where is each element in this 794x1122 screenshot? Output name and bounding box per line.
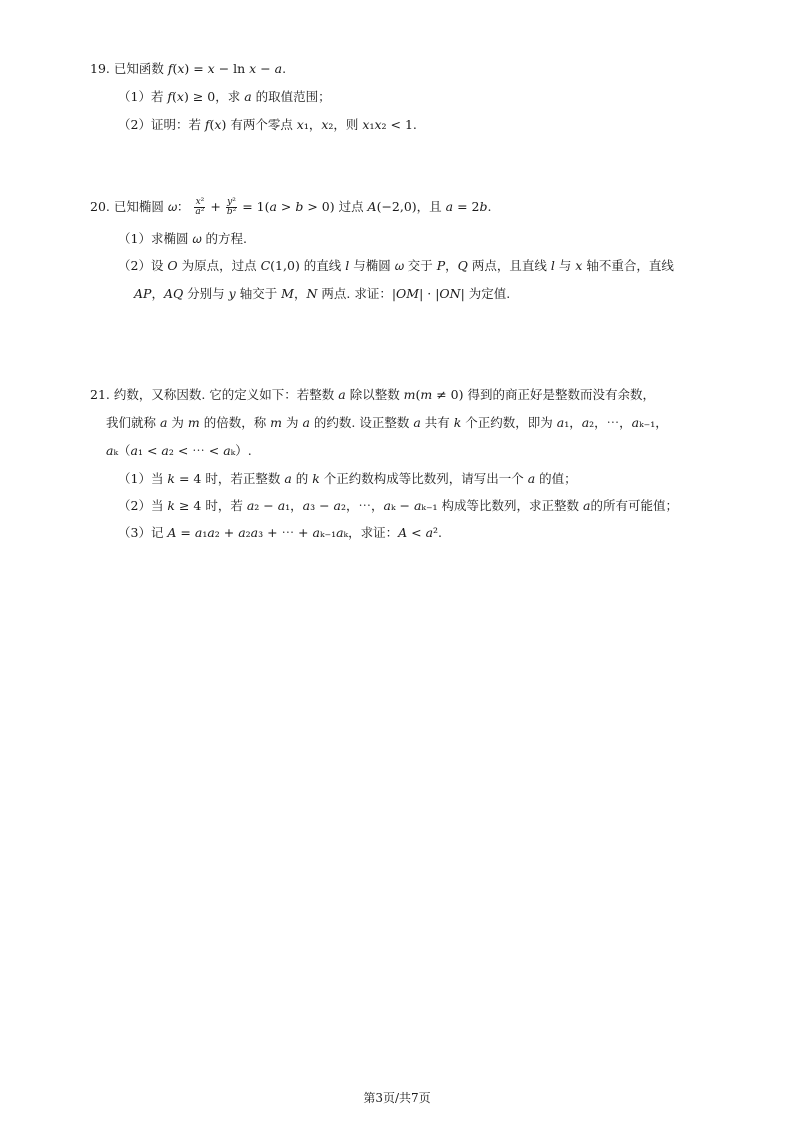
problem-20-part-2-line-1: （2）设 𝑂 为原点，过点 𝐶(1,0) 的直线 𝑙 与椭圆 𝜔 交于 𝑃，𝑄 两点，且直线 𝑙 与 𝑥 轴不重合，直线 — [118, 258, 674, 273]
problem-21-part-3: （3）记 𝐴 = 𝑎₁𝑎₂ + 𝑎₂𝑎₃ + ⋯ + 𝑎ₖ₋₁𝑎ₖ，求证：𝐴 < 𝑎². — [118, 525, 443, 540]
problem-20-stem-suffix: = 1(𝑎 > 𝑏 > 0) 过点 𝐴(−2,0)，且 𝑎 = 2𝑏. — [242, 199, 492, 214]
problem-20-stem-prefix: 20. 已知椭圆 𝜔： — [90, 199, 190, 214]
plus-sign: + — [210, 199, 225, 214]
problem-19-part-2: （2）证明：若 𝑓(𝑥) 有两个零点 𝑥₁，𝑥₂，则 𝑥₁𝑥₂ < 1. — [118, 117, 417, 132]
problem-21-part-1: （1）当 𝑘 = 4 时，若正整数 𝑎 的 𝑘 个正约数构成等比数列，请写出一个 𝑎 的值； — [118, 471, 577, 486]
problem-21-stem-line-2: 我们就称 𝑎 为 𝑚 的倍数，称 𝑚 为 𝑎 的约数. 设正整数 𝑎 共有 𝑘 个正约数，即为 𝑎₁，𝑎₂，⋯，𝑎ₖ₋₁， — [106, 415, 668, 430]
problem-21-stem-line-1: 21. 约数，又称因数. 它的定义如下：若整数 𝑎 除以整数 𝑚(𝑚 ≠ 0) 得到的商正好是整数而没有余数， — [90, 387, 655, 402]
problem-19-stem: 19. 已知函数 𝑓(𝑥) = 𝑥 − ln 𝑥 − 𝑎. — [90, 61, 287, 76]
problem-19-part-1: （1）若 𝑓(𝑥) ≥ 0，求 𝑎 的取值范围； — [118, 89, 331, 104]
problem-21-part-2: （2）当 𝑘 ≥ 4 时，若 𝑎₂ − 𝑎₁，𝑎₃ − 𝑎₂，⋯，𝑎ₖ − 𝑎ₖ₋₁ 构成等比数列，求正整数 𝑎的所有可能值； — [118, 498, 678, 513]
fraction-x2-over-a2 — [194, 198, 205, 217]
problem-20-stem — [90, 198, 491, 217]
problem-20-part-2-line-2: 𝐴𝑃，𝐴𝑄 分别与 𝑦 轴交于 𝑀，𝑁 两点. 求证：|𝑂𝑀| · |𝑂𝑁| 为定值. — [134, 286, 511, 301]
fraction-numerator: 𝑥² — [195, 197, 205, 207]
page-number: 第3页/共7页 — [363, 1091, 431, 1105]
fraction-numerator: 𝑦² — [227, 197, 236, 207]
fraction-y2-over-b2 — [226, 198, 237, 217]
problem-21-stem-line-3: 𝑎ₖ（𝑎₁ < 𝑎₂ < ⋯ < 𝑎ₖ）. — [106, 443, 252, 458]
problem-20-part-1: （1）求椭圆 𝜔 的方程. — [118, 231, 247, 246]
fraction-denominator: 𝑎² — [195, 207, 205, 217]
fraction-denominator: 𝑏² — [226, 207, 237, 217]
